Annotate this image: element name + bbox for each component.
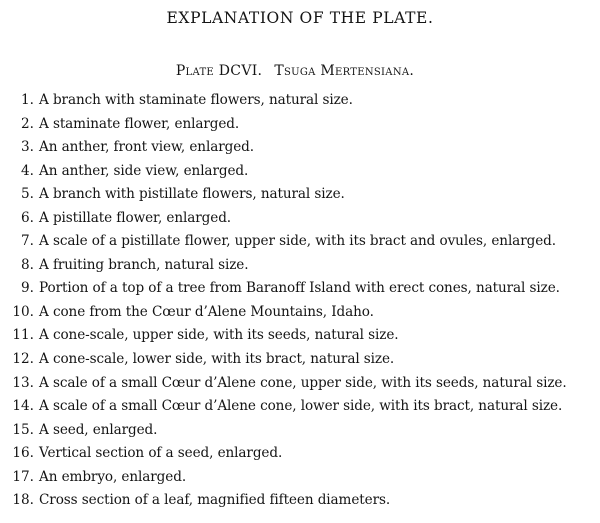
list-item	[0, 372, 600, 396]
item-description: A scale of a pistillate flower, upper side, with its bract and ovules, enlarged.	[39, 233, 556, 250]
list-item	[0, 207, 600, 231]
list-item	[0, 136, 600, 160]
item-number: 11.	[12, 327, 34, 344]
list-item	[0, 348, 600, 372]
list-item	[0, 160, 600, 184]
item-number: 13.	[12, 374, 34, 391]
item-description: A staminate flower, enlarged.	[39, 115, 240, 132]
list-item	[0, 489, 600, 513]
list-item	[0, 301, 600, 325]
plate-number: Plate DCVI.	[175, 63, 263, 79]
item-number: 8.	[21, 256, 34, 273]
item-number: 4.	[21, 162, 34, 179]
item-number: 10.	[12, 303, 34, 320]
plate-heading	[0, 63, 590, 79]
list-item	[0, 277, 600, 301]
item-number: 6.	[21, 209, 34, 226]
list-item	[0, 183, 600, 207]
item-description: A fruiting branch, natural size.	[39, 256, 249, 273]
item-description: Vertical section of a seed, enlarged.	[39, 445, 283, 462]
plate-figure-list	[0, 89, 600, 513]
item-number: 14.	[12, 398, 34, 415]
item-description: A cone-scale, lower side, with its bract, natural size.	[39, 351, 395, 368]
page-title	[0, 9, 600, 27]
item-description: A cone-scale, upper side, with its seeds, natural size.	[39, 327, 399, 344]
item-description: Cross section of a leaf, magnified fifteen diameters.	[39, 492, 391, 509]
list-item	[0, 254, 600, 278]
list-item	[0, 466, 600, 490]
item-description: An anther, side view, enlarged.	[39, 162, 249, 179]
list-item	[0, 113, 600, 137]
item-description: A cone from the Cœur d’Alene Mountains, Idaho.	[39, 303, 374, 320]
item-number: 16.	[12, 445, 34, 462]
list-item	[0, 324, 600, 348]
list-item	[0, 442, 600, 466]
item-number: 1.	[21, 92, 34, 108]
item-description: An embryo, enlarged.	[39, 468, 187, 485]
item-number: 7.	[21, 233, 34, 250]
item-number: 2.	[21, 115, 34, 132]
list-item	[0, 89, 600, 113]
item-description: A seed, enlarged.	[39, 421, 158, 438]
item-number: 9.	[21, 280, 34, 297]
item-description: A branch with staminate flowers, natural size.	[39, 92, 353, 108]
item-description: An anther, front view, enlarged.	[39, 139, 254, 156]
page-title-text: EXPLANATION OF THE PLATE.	[166, 9, 434, 27]
item-description: A scale of a small Cœur d’Alene cone, upper side, with its seeds, natural size.	[39, 374, 567, 391]
plate-species-name: Tsuga Mertensiana.	[274, 63, 415, 79]
list-item	[0, 395, 600, 419]
item-description: Portion of a top of a tree from Baranoff Island with erect cones, natural size.	[39, 280, 560, 297]
item-number: 12.	[12, 351, 34, 368]
item-number: 18.	[12, 492, 34, 509]
item-number: 17.	[12, 468, 34, 485]
list-item	[0, 419, 600, 443]
item-number: 15.	[12, 421, 34, 438]
list-item	[0, 230, 600, 254]
item-description: A scale of a small Cœur d’Alene cone, lower side, with its bract, natural size.	[39, 398, 563, 415]
item-description: A branch with pistillate flowers, natural size.	[39, 186, 345, 203]
item-number: 5.	[21, 186, 34, 203]
item-number: 3.	[21, 139, 34, 156]
item-description: A pistillate flower, enlarged.	[39, 209, 232, 226]
